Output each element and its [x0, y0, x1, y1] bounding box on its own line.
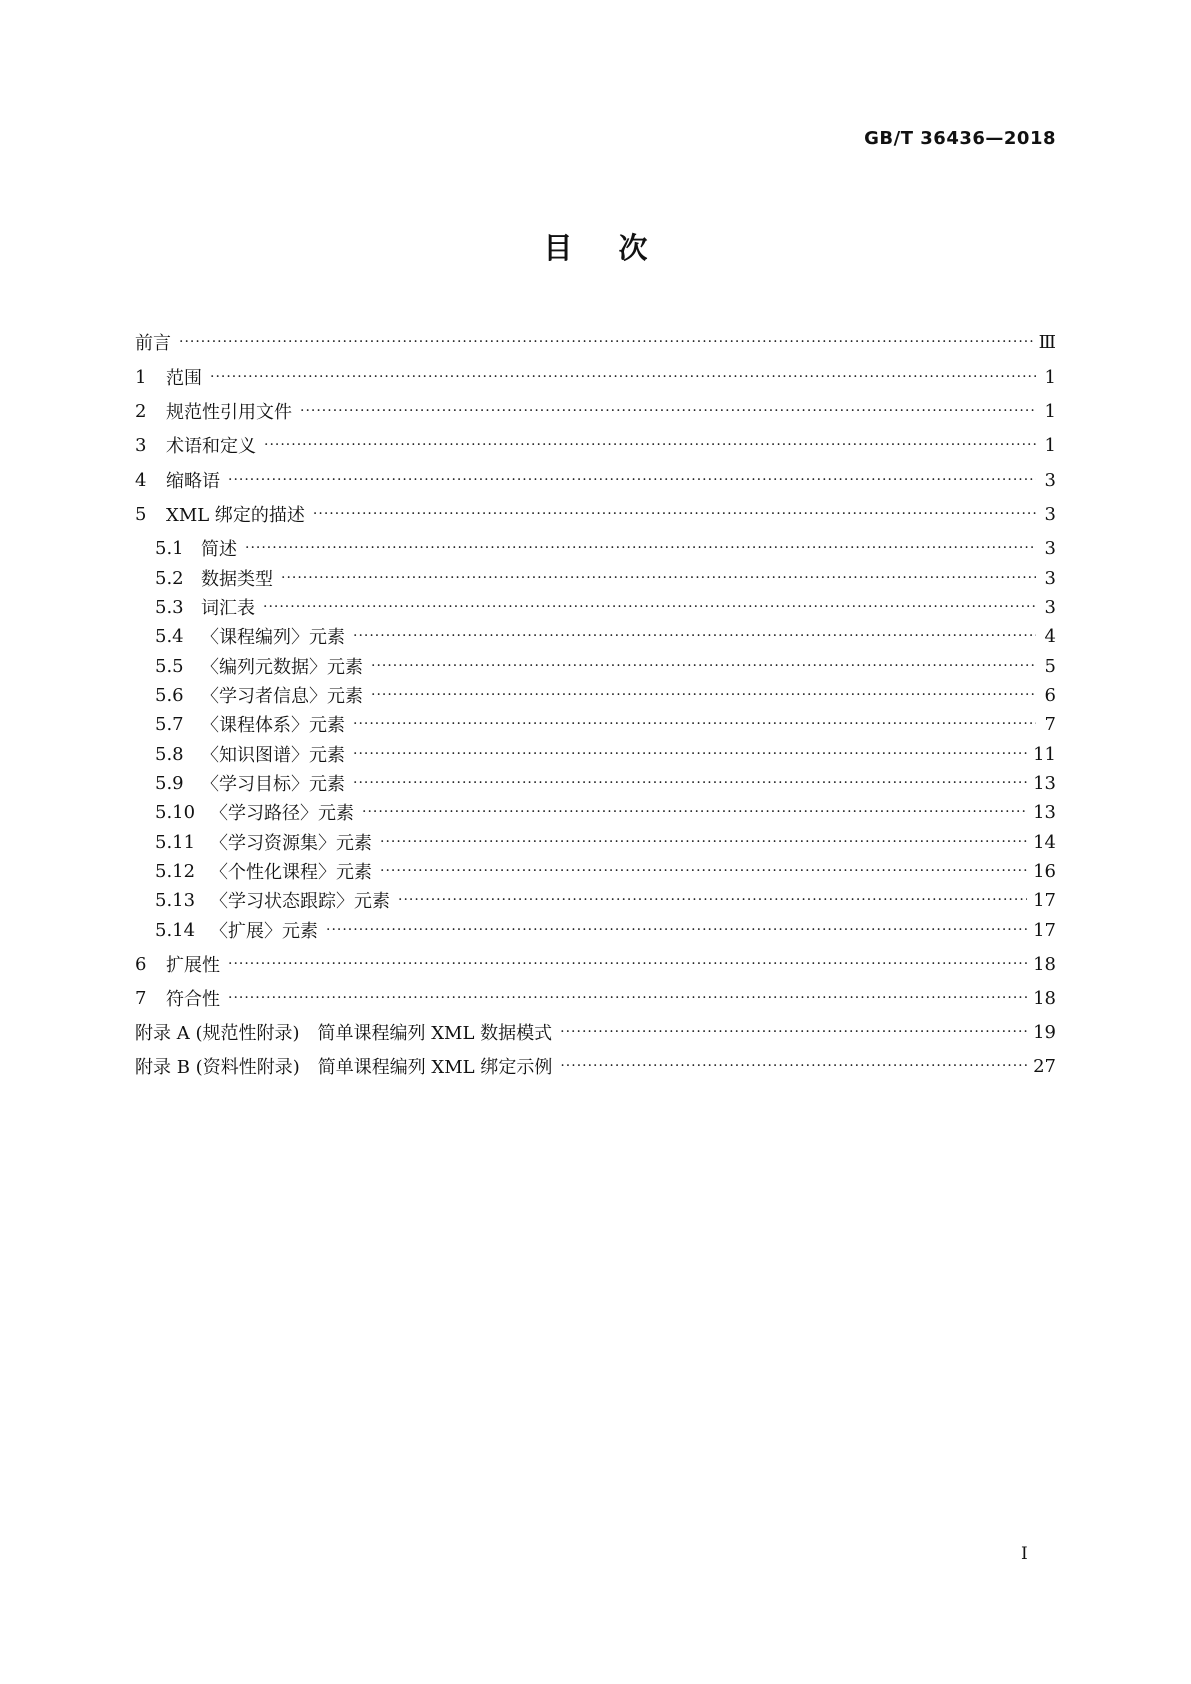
page-title	[0, 226, 1191, 267]
toc-entry-number: 5.10	[155, 801, 196, 823]
toc-entry-page: Ⅲ	[1038, 331, 1056, 353]
toc-entry-label: 简述	[201, 539, 237, 560]
toc-entry-label: 〈编列元数据〉元素	[201, 657, 363, 678]
toc-entry[interactable]	[135, 1019, 1056, 1045]
toc-entry-label: 〈学习状态跟踪〉元素	[210, 891, 390, 912]
toc-entry[interactable]	[135, 1053, 1056, 1079]
standard-number: GB/T 36436—2018	[864, 128, 1056, 149]
toc-dot-leader	[228, 467, 1036, 493]
toc-dot-leader	[353, 711, 1036, 737]
toc-entry-page: 6	[1044, 684, 1056, 706]
toc-entry[interactable]	[155, 653, 1056, 679]
toc-entry-page: 27	[1033, 1055, 1056, 1077]
toc-dot-leader	[560, 1019, 1027, 1045]
toc-entry[interactable]	[155, 535, 1056, 561]
toc-entry-label: 规范性引用文件	[166, 402, 292, 423]
toc-entry[interactable]	[155, 917, 1056, 943]
toc-entry-page: 1	[1044, 400, 1056, 422]
toc-entry-number: 4	[135, 469, 147, 491]
toc-entry[interactable]	[135, 432, 1056, 458]
toc-entry-page: 3	[1044, 537, 1056, 559]
toc-entry[interactable]	[155, 887, 1056, 913]
toc-dot-leader	[228, 985, 1027, 1011]
toc-entry-number: 5.11	[155, 831, 196, 853]
toc-entry-label: 〈扩展〉元素	[210, 921, 318, 942]
toc-entry[interactable]	[155, 829, 1056, 855]
toc-entry-page: 13	[1033, 801, 1056, 823]
toc-entry-page: 1	[1044, 366, 1056, 388]
toc-entry[interactable]	[155, 711, 1056, 737]
toc-dot-leader	[300, 398, 1036, 424]
toc-entry-number: 5.13	[155, 889, 196, 911]
toc-entry-label: 〈课程编列〉元素	[201, 627, 345, 648]
toc-entry-label: 数据类型	[201, 569, 273, 590]
toc-entry-number: 1	[135, 366, 147, 388]
toc-dot-leader	[353, 770, 1027, 796]
toc-entry[interactable]	[155, 565, 1056, 591]
toc-entry[interactable]	[155, 594, 1056, 620]
toc-entry-label: 附录 B (资料性附录) 简单课程编列 XML 绑定示例	[135, 1057, 553, 1078]
toc-entry-number: 6	[135, 953, 147, 975]
toc-dot-leader	[398, 887, 1027, 913]
toc-dot-leader	[210, 364, 1036, 390]
toc-entry-number: 5.14	[155, 919, 196, 941]
toc-entry[interactable]	[135, 398, 1056, 424]
toc-entry[interactable]	[155, 741, 1056, 767]
toc-entry[interactable]	[135, 501, 1056, 527]
toc-dot-leader	[353, 741, 1027, 767]
toc-entry-number: 5.5	[155, 655, 184, 677]
toc-entry-label: 〈学习目标〉元素	[201, 774, 345, 795]
toc-entry-label: 前言	[135, 333, 171, 354]
toc-entry[interactable]	[135, 467, 1056, 493]
toc-entry[interactable]	[135, 329, 1056, 355]
toc-entry-page: 16	[1033, 860, 1056, 882]
toc-dot-leader	[326, 917, 1027, 943]
toc-entry-page: 3	[1044, 567, 1056, 589]
toc-entry-label: 附录 A (规范性附录) 简单课程编列 XML 数据模式	[135, 1023, 553, 1044]
toc-entry-label: 扩展性	[166, 955, 220, 976]
toc-dot-leader	[263, 594, 1036, 620]
toc-dot-leader	[313, 501, 1036, 527]
toc-entry-number: 7	[135, 987, 147, 1009]
toc-entry-number: 5.4	[155, 625, 184, 647]
toc-dot-leader	[245, 535, 1036, 561]
toc-entry-page: 3	[1044, 503, 1056, 525]
toc-entry-label: 〈学习路径〉元素	[210, 803, 354, 824]
toc-entry-number: 5.12	[155, 860, 196, 882]
toc-entry[interactable]	[155, 623, 1056, 649]
toc-entry-page: 4	[1044, 625, 1056, 647]
toc-entry-number: 3	[135, 434, 147, 456]
toc-entry-number: 5.8	[155, 743, 184, 765]
toc-entry[interactable]	[155, 770, 1056, 796]
toc-dot-leader	[362, 799, 1027, 825]
toc-entry-number: 5.9	[155, 772, 184, 794]
toc-entry-page: 18	[1033, 987, 1056, 1009]
toc-entry-number: 5.7	[155, 713, 184, 735]
toc-entry-label: 符合性	[166, 989, 220, 1010]
toc-entry-label: 词汇表	[201, 598, 255, 619]
toc-entry-number: 5.3	[155, 596, 184, 618]
toc-dot-leader	[264, 432, 1036, 458]
toc-entry-page: 7	[1044, 713, 1056, 735]
title-char-2: 次	[618, 231, 648, 265]
toc-entry-page: 14	[1033, 831, 1056, 853]
toc-dot-leader	[560, 1053, 1027, 1079]
toc-entry-page: 17	[1033, 919, 1056, 941]
toc-entry[interactable]	[135, 364, 1056, 390]
toc-entry[interactable]	[155, 682, 1056, 708]
toc-entry-number: 5.1	[155, 537, 184, 559]
toc-entry-page: 18	[1033, 953, 1056, 975]
toc-entry-page: 5	[1044, 655, 1056, 677]
toc-entry-label: 〈课程体系〉元素	[201, 715, 345, 736]
toc-dot-leader	[228, 951, 1027, 977]
toc-dot-leader	[179, 329, 1033, 355]
toc-entry-label: XML 绑定的描述	[166, 505, 305, 526]
toc-entry-number: 5	[135, 503, 147, 525]
toc-dot-leader	[380, 829, 1027, 855]
toc-entry-label: 〈学习资源集〉元素	[210, 833, 372, 854]
toc-entry[interactable]	[135, 951, 1056, 977]
footer-page-number: I	[1021, 1544, 1028, 1564]
toc-entry-label: 〈个性化课程〉元素	[210, 862, 372, 883]
toc-dot-leader	[371, 653, 1036, 679]
title-char-1: 目	[543, 231, 573, 265]
toc-entry-number: 5.2	[155, 567, 184, 589]
toc-entry-label: 范围	[166, 368, 202, 389]
toc-entry-page: 3	[1044, 596, 1056, 618]
toc-entry-page: 1	[1044, 434, 1056, 456]
toc-entry-label: 〈知识图谱〉元素	[201, 745, 345, 766]
toc-entry-number: 5.6	[155, 684, 184, 706]
toc-entry[interactable]	[135, 985, 1056, 1011]
toc-entry[interactable]	[155, 799, 1056, 825]
toc-dot-leader	[281, 565, 1036, 591]
toc-entry-page: 17	[1033, 889, 1056, 911]
toc-entry-label: 〈学习者信息〉元素	[201, 686, 363, 707]
toc-entry-label: 术语和定义	[166, 436, 256, 457]
toc-entry-page: 19	[1033, 1021, 1056, 1043]
toc-dot-leader	[353, 623, 1036, 649]
toc-entry-page: 11	[1033, 743, 1056, 765]
toc-entry-page: 13	[1033, 772, 1056, 794]
toc-entry-number: 2	[135, 400, 147, 422]
toc-dot-leader	[371, 682, 1036, 708]
toc-dot-leader	[380, 858, 1027, 884]
toc-entry-label: 缩略语	[166, 471, 220, 492]
toc-entry[interactable]	[155, 858, 1056, 884]
toc-entry-page: 3	[1044, 469, 1056, 491]
